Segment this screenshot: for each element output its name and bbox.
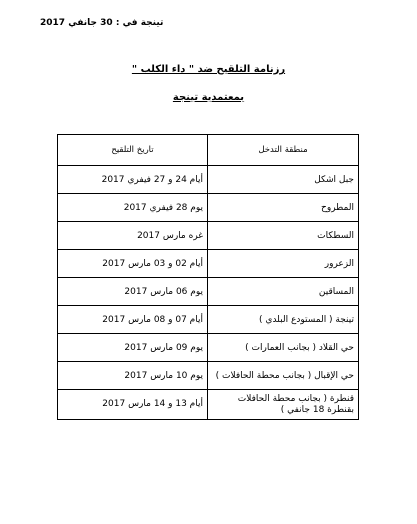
table-row	[58, 362, 359, 390]
cell-date: يوم 09 مارس 2017	[58, 334, 208, 362]
table-header-row	[58, 135, 359, 166]
cell-date: أيام 13 و 14 مارس 2017	[58, 390, 208, 420]
cell-date: غره مارس 2017	[58, 222, 208, 250]
cell-date: أيام 02 و 03 مارس 2017	[58, 250, 208, 278]
cell-date: أيام 07 و 08 مارس 2017	[58, 306, 208, 334]
header-vaccination-date: تاريخ التلقيح	[58, 135, 208, 166]
document-subtitle: بمعتمدية تينجة	[172, 92, 245, 103]
cell-date: يوم 28 فيفري 2017	[58, 194, 208, 222]
cell-date: يوم 10 مارس 2017	[58, 362, 208, 390]
table-row	[58, 194, 359, 222]
cell-date: أيام 24 و 27 فيفري 2017	[58, 166, 208, 194]
vaccination-schedule-table	[57, 134, 359, 420]
cell-area: المساقين	[208, 278, 359, 306]
header-intervention-area: منطقة التدخل	[208, 135, 359, 166]
table-row	[58, 334, 359, 362]
cell-area: المطروح	[208, 194, 359, 222]
table-row	[58, 278, 359, 306]
cell-date: يوم 06 مارس 2017	[58, 278, 208, 306]
table-row	[58, 306, 359, 334]
cell-area: السطكات	[208, 222, 359, 250]
document-date: تينجة في : 30 جانفي 2017	[40, 18, 164, 28]
cell-area: جبل اشكل	[208, 166, 359, 194]
table-row	[58, 390, 359, 420]
cell-area: قنطرة ( بجانب محطة الحافلات بقنطرة 18 جانفي )	[208, 390, 359, 420]
cell-area: الزعرور	[208, 250, 359, 278]
cell-area: حي القلاد ( بجانب العمارات )	[208, 334, 359, 362]
table-row	[58, 222, 359, 250]
table-row	[58, 166, 359, 194]
cell-area: تينجة ( المستودع البلدي )	[208, 306, 359, 334]
cell-area: حي الإقبال ( بجانب محطة الحافلات )	[208, 362, 359, 390]
table-row	[58, 250, 359, 278]
document-title: رزنامة التلقيح ضد " داء الكلب "	[131, 64, 286, 75]
